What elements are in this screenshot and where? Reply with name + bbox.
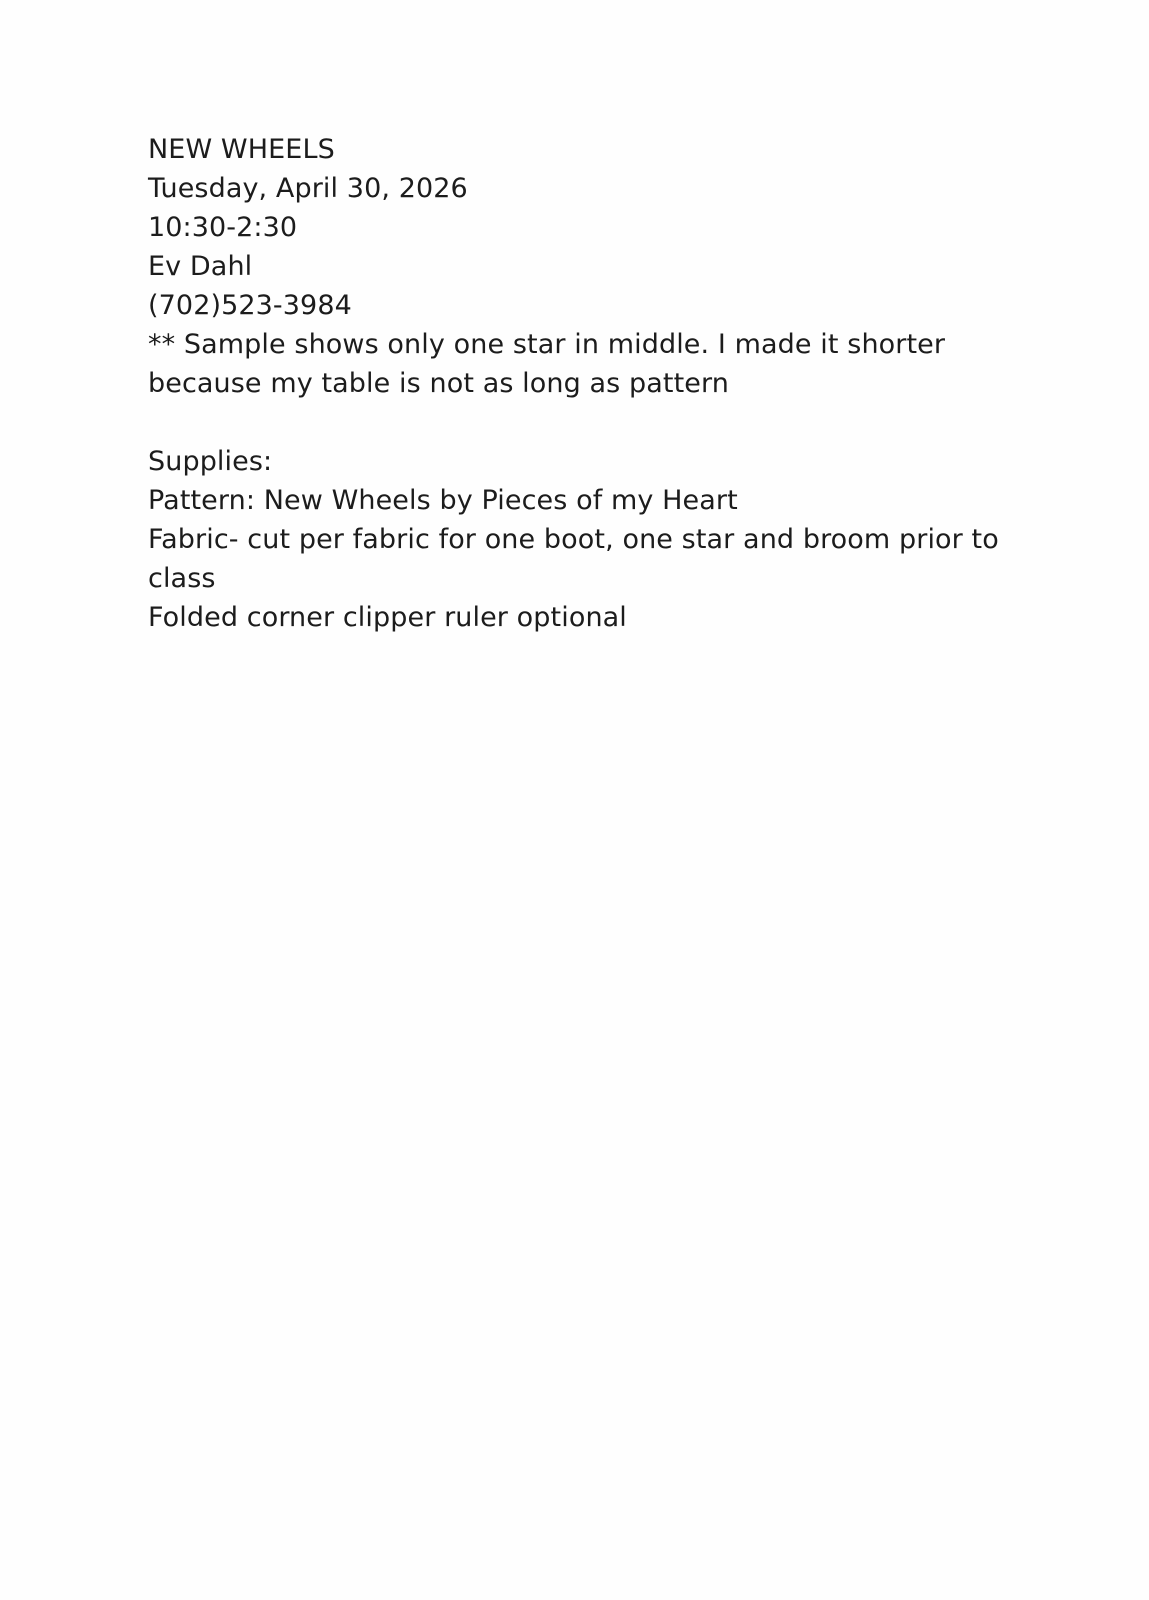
sample-note: ** Sample shows only one star in middle. I made it shorter because my table is not as long as pattern	[148, 329, 946, 399]
class-title: NEW WHEELS	[148, 134, 335, 165]
supply-item: Fabric- cut per fabric for one boot, one star and broom prior to class	[148, 524, 999, 594]
class-date: Tuesday, April 30, 2026	[148, 173, 468, 204]
class-time: 10:30-2:30	[148, 212, 298, 243]
instructor-phone: (702)523-3984	[148, 290, 352, 321]
paragraph-spacer	[148, 403, 1048, 442]
class-flyer-text	[148, 130, 1048, 637]
supply-item: Folded corner clipper ruler optional	[148, 602, 627, 633]
supplies-heading: Supplies:	[148, 446, 273, 477]
instructor-name: Ev Dahl	[148, 251, 253, 282]
supply-item: Pattern: New Wheels by Pieces of my Heart	[148, 485, 738, 516]
